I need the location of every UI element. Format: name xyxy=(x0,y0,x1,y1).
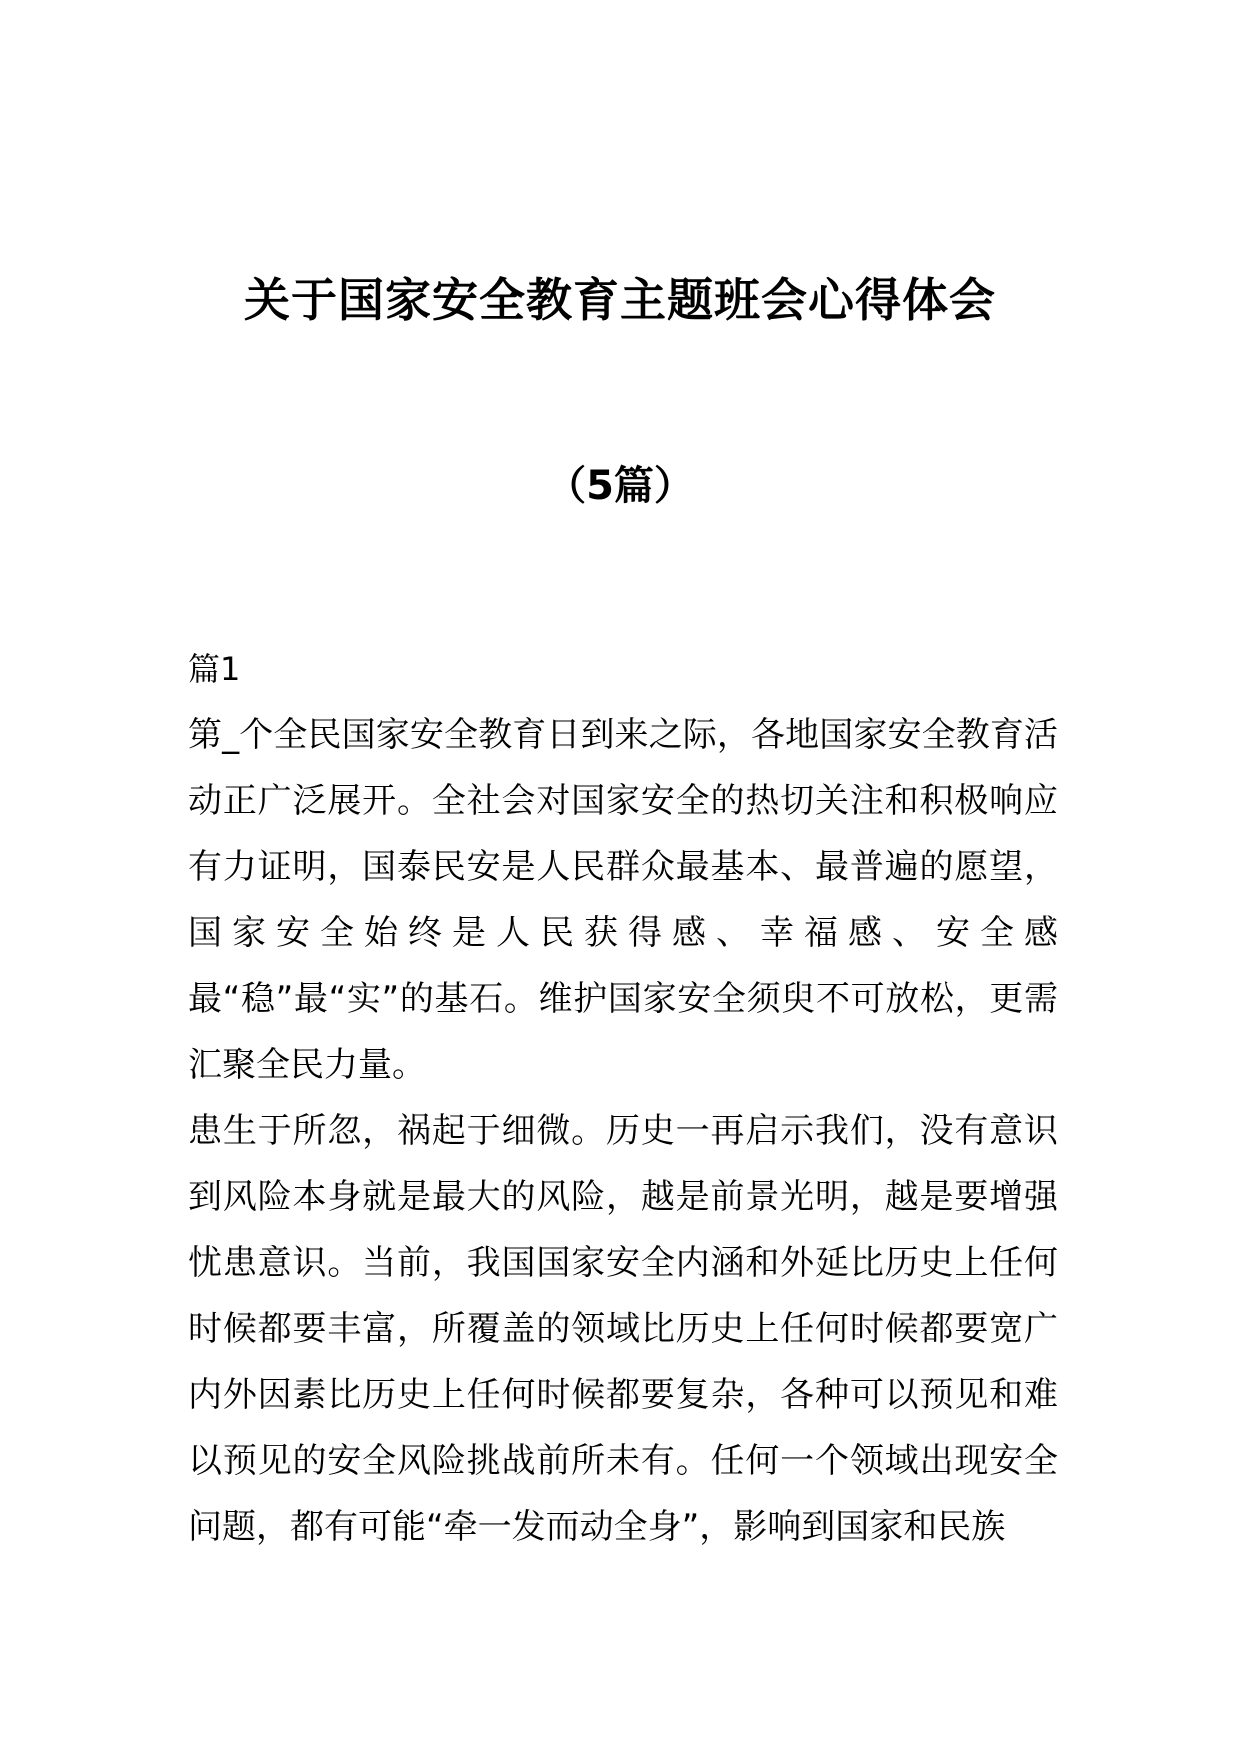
document-title: 关于国家安全教育主题班会心得体会 xyxy=(244,273,996,327)
section-label: 篇1 xyxy=(188,650,241,688)
paragraph-2: 患生于所忽，祸起于细微。历史一再启示我们，没有意识到风险本身就是最大的风险，越是前景光明，越是要增强忧患意识。当前，我国国家安全内涵和外延比历史上任何时候都要丰富，所覆盖的领域比历史上任何时候都要宽广内外因素比历史上任何时候都要复杂，各种可以预见和难以预见的安全风险挑战前所未有。任何一个领域出现安全问题，都有可能“牵一发而动全身”，影响到国家和民族 xyxy=(188,1111,1058,1547)
paragraph-1: 第_个全民国家安全教育日到来之际，各地国家安全教育活动正广泛展开。全社会对国家安全的热切关注和积极响应有力证明，国泰民安是人民群众最基本、最普遍的愿望，国家安全始终是人民获得感、幸福感、安全感最“稳”最“实”的基石。维护国家安全须臾不可放松，更需汇聚全民力量。 xyxy=(188,715,1058,1085)
document-subtitle: （5篇） xyxy=(546,463,694,509)
document-body xyxy=(188,636,1058,1560)
